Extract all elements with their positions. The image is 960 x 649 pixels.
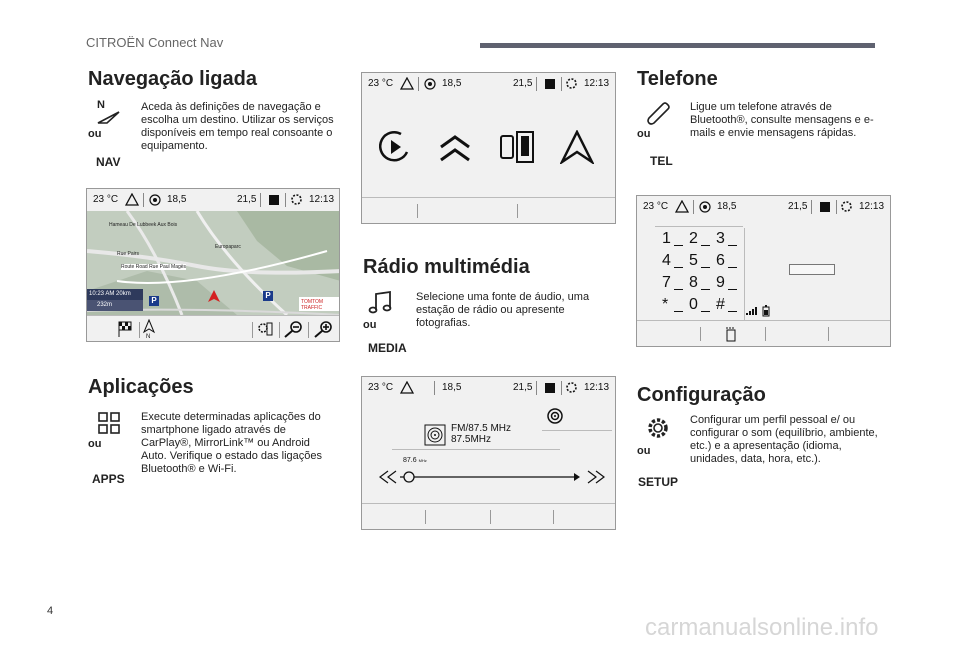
radio-ou: ou (363, 319, 377, 331)
phone-number-display[interactable] (789, 264, 835, 275)
settings-status-icon (565, 77, 578, 90)
vehicle-position-icon (207, 289, 221, 303)
nav-ou: ou (88, 128, 102, 140)
status-bar (87, 189, 339, 211)
location-icon (149, 194, 161, 206)
warning-icon (400, 381, 414, 394)
nav-key-label: NAV (96, 155, 121, 169)
zoom-out-icon[interactable] (283, 320, 303, 338)
header-bar (480, 43, 875, 48)
status-time: 12:13 (584, 78, 610, 89)
status-time: 12:13 (584, 382, 610, 393)
page-number: 4 (47, 605, 54, 617)
status-left-temp: 18,5 (167, 194, 187, 205)
phone-battery-icon (819, 201, 831, 213)
radio-station-icon (424, 424, 446, 446)
radio-section-title: Rádio multimédia (363, 256, 530, 278)
map-settings-icon[interactable] (257, 320, 273, 338)
map-label: Europaparc (215, 244, 241, 250)
radio-signal-icon[interactable] (546, 407, 564, 425)
map-label: Rue Pairs (117, 251, 139, 257)
eta-box: 10:23 AM 20km (87, 289, 143, 300)
navigation-arrow-icon[interactable] (560, 130, 594, 164)
keypad-key[interactable]: 4 (662, 252, 671, 269)
watermark: carmanualsonline.info (645, 614, 879, 641)
apps-key-label: APPS (92, 472, 125, 486)
phone-key-label: TEL (650, 154, 673, 168)
station-frequency: 87.5MHz (451, 434, 492, 445)
keypad-key[interactable]: 6 (716, 252, 725, 269)
map-label: Route Road Rue Paul Magès (121, 264, 187, 270)
warning-icon (400, 77, 414, 90)
keypad-key[interactable]: 7 (662, 274, 671, 291)
config-description: Configurar um perfil pessoal e/ ou configurar o som (equilíbrio, ambiente, etc.) e a apresentação (idioma, unidades, data, hora, etc.). (690, 414, 878, 465)
nav-screen (86, 188, 340, 342)
nav-description: Aceda às definições de navegação e escolha um destino. Utilizar os serviços disponíveis em tempo real consoante o equipamento. (141, 101, 334, 152)
map-label: Hameau De Lubbeek Aux Bois (109, 222, 178, 228)
settings-gear-icon (645, 415, 671, 441)
status-temp: 23 °C (643, 201, 669, 212)
north-compass-icon[interactable] (142, 319, 156, 339)
location-icon (699, 201, 711, 213)
keypad-key[interactable]: # (716, 296, 725, 313)
signal-strength-icon (745, 306, 759, 316)
radio-key-label: MEDIA (368, 341, 407, 355)
status-bar (637, 196, 890, 218)
status-time: 12:13 (309, 194, 335, 205)
apps-ou: ou (88, 438, 102, 450)
parking-icon: P (263, 291, 273, 301)
chevrons-up-icon[interactable] (438, 133, 472, 163)
keypad-key[interactable]: 0 (689, 296, 698, 313)
battery-icon (762, 305, 770, 317)
settings-status-icon (840, 200, 853, 213)
status-left-temp: 18,5 (442, 382, 462, 393)
svg-text:N: N (97, 99, 105, 111)
status-temp: 23 °C (368, 382, 394, 393)
radio-screen (361, 376, 616, 530)
phone-description: Ligue um telefone através de Bluetooth®, consulte mensagens e e-mails e envie mensagens rápidas. (690, 101, 874, 139)
phone-handset-icon (645, 101, 671, 127)
keypad-key[interactable]: 8 (689, 274, 698, 291)
navigation-icon (95, 98, 125, 126)
apps-section-title: Aplicações (88, 376, 194, 398)
warning-icon (125, 193, 139, 206)
home-screen (361, 72, 616, 224)
frequency-tuner-slider[interactable] (378, 467, 606, 487)
keypad-key[interactable]: 9 (716, 274, 725, 291)
tuner-frequency: 87.6 MHz (403, 457, 427, 464)
nav-section-title: Navegação ligada (88, 68, 257, 90)
status-right-temp: 21,5 (513, 382, 533, 393)
contacts-list-icon[interactable] (725, 326, 737, 342)
distance-box: 232m (87, 300, 143, 311)
settings-status-icon (565, 381, 578, 394)
phone-ou: ou (637, 128, 651, 140)
phone-bottom-bar (637, 320, 890, 346)
config-ou: ou (637, 445, 651, 457)
location-icon (424, 78, 436, 90)
running-header: CITROËN Connect Nav (86, 35, 224, 50)
status-left-temp: 18,5 (717, 201, 737, 212)
config-section-title: Configuração (637, 384, 766, 406)
home-bottom-bar (362, 197, 615, 223)
status-bar (362, 377, 615, 399)
status-right-temp: 21,5 (788, 201, 808, 212)
connected-phone-icon[interactable] (498, 130, 536, 164)
music-note-icon (368, 290, 394, 316)
zoom-in-icon[interactable] (313, 320, 333, 338)
status-temp: 23 °C (368, 78, 394, 89)
checkered-flag-icon[interactable] (117, 320, 133, 338)
phone-battery-icon (544, 78, 556, 90)
nav-bottom-bar (87, 315, 339, 341)
status-left-temp: 18,5 (442, 78, 462, 89)
status-time: 12:13 (859, 201, 885, 212)
status-bar (362, 73, 615, 95)
radio-description: Selecione uma fonte de áudio, uma estação de rádio ou apresente fotografias. (416, 291, 590, 329)
traffic-badge: TOMTOM TRAFFIC (299, 297, 339, 311)
status-right-temp: 21,5 (237, 194, 257, 205)
svg-text:N: N (146, 334, 151, 339)
keypad-key[interactable]: 3 (716, 230, 725, 247)
media-play-icon[interactable] (379, 130, 411, 164)
keypad-key[interactable]: 5 (689, 252, 698, 269)
map-view[interactable] (87, 211, 339, 315)
apps-grid-icon (98, 412, 120, 434)
keypad-key[interactable]: 2 (689, 230, 698, 247)
warning-icon (675, 200, 689, 213)
settings-status-icon (290, 193, 303, 206)
phone-section-title: Telefone (637, 68, 718, 90)
keypad-key[interactable]: 1 (662, 230, 671, 247)
status-temp: 23 °C (93, 194, 119, 205)
status-right-temp: 21,5 (513, 78, 533, 89)
parking-icon: P (149, 296, 159, 306)
apps-description: Execute determinadas aplicações do smartphone ligado através de CarPlay®, MirrorLink™ ou Android Auto. Verifique o estado das ligações Bluetooth® e Wi-Fi. (141, 411, 323, 475)
radio-bottom-bar (362, 503, 615, 529)
phone-battery-icon (268, 194, 280, 206)
keypad-key[interactable]: * (662, 296, 669, 313)
phone-screen (636, 195, 891, 347)
phone-battery-icon (544, 382, 556, 394)
station-name: FM/87.5 MHz (451, 423, 512, 434)
config-key-label: SETUP (638, 475, 679, 489)
